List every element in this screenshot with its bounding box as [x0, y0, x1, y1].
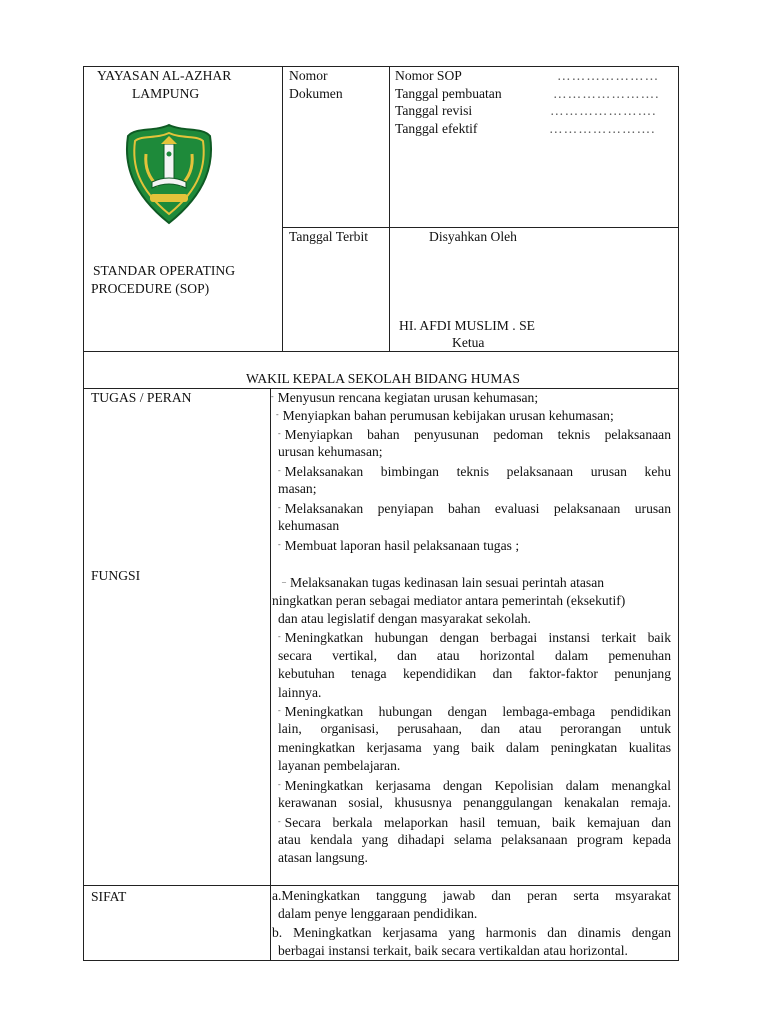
- fungsi-item-cont: kerawanan sosial, khususnya penanggulangan kenakalan remaja.: [278, 795, 671, 810]
- tugas-item-cont: urusan kehumasan;: [278, 444, 383, 459]
- sop-title-line1: STANDAR OPERATING: [93, 263, 236, 278]
- approved-by-label: Disyahkan Oleh: [429, 229, 517, 244]
- meta-label-sop-number: Nomor SOP: [395, 68, 462, 83]
- sop-title-line2: PROCEDURE (SOP): [91, 281, 210, 296]
- meta-label-revision: Tanggal revisi: [395, 103, 473, 118]
- sifat-item: b. Meningkatkan kerjasama yang harmonis dan dinamis dengan: [272, 925, 671, 940]
- table-border-left: [83, 66, 84, 961]
- meta-value-effective: ………………….: [549, 121, 656, 136]
- fungsi-item-cont: atau kendala yang dihadapi selama pelaksanaan program kepada: [278, 832, 671, 847]
- sifat-item: a.Meningkatkan tanggung jawab dan peran serta msyarakat: [272, 888, 671, 903]
- sifat-row-divider: [83, 885, 679, 886]
- emblem-logo: [124, 122, 214, 228]
- table-border-right: [678, 66, 679, 961]
- tugas-label: TUGAS / PERAN: [91, 390, 192, 405]
- tugas-item-cont: kehumasan: [278, 518, 340, 533]
- meta-value-created: ………………….: [553, 86, 660, 101]
- fungsi-item-cont: secara vertikal, dan atau horizontal dalam pemenuhan: [278, 648, 671, 663]
- fungsi-item-cont: meningkatkan kerjasama yang baik dalam peningkatan kualitas: [278, 740, 671, 755]
- tugas-item: - Menyusun rencana kegiatan urusan kehumasan;: [271, 390, 539, 405]
- table-border-bottom: [83, 960, 679, 961]
- header-divider-1: [282, 66, 283, 352]
- fungsi-item-cont: lain, organisasi, perusahaan, dan atau perorangan untuk: [278, 721, 671, 736]
- fungsi-item-cont: lainnya.: [278, 685, 322, 700]
- fungsi-item: - Meningkatkan hubungan dengan lembaga-embaga pendidikan: [278, 704, 671, 719]
- fungsi-item-cont: layanan pembelajaran.: [278, 758, 401, 773]
- fungsi-item-cont: kebutuhan tenaga kependidikan dan faktor-faktor penunjang: [278, 666, 671, 681]
- fungsi-label: FUNGSI: [91, 568, 141, 583]
- tugas-item: - Menyiapkan bahan penyusunan pedoman teknis pelaksanaan: [278, 427, 671, 442]
- meta-value-sop-number: …………………: [557, 68, 660, 83]
- org-name: YAYASAN AL-AZHAR: [97, 68, 232, 83]
- meta-label-effective: Tanggal efektif: [395, 121, 478, 136]
- tugas-item: - Menyiapkan bahan perumusan kebijakan urusan kehumasan;: [276, 408, 614, 423]
- tugas-item: - Melaksanakan bimbingan teknis pelaksanaan urusan kehu: [278, 464, 671, 479]
- tugas-item: – Melaksanakan tugas kedinasan lain sesuai perintah atasan: [282, 575, 605, 590]
- approver-name: HI. AFDI MUSLIM . SE: [399, 318, 535, 333]
- fungsi-item: - Secara berkala melaporkan hasil temuan, baik kemajuan dan: [278, 815, 671, 830]
- doc-number-label-2: Dokumen: [289, 86, 343, 101]
- sifat-item-cont: berbagai instansi terkait, baik secara vertikaldan atau horizontal.: [278, 943, 628, 958]
- fungsi-item: ningkatkan peran sebagai mediator antara pemerintah (eksekutif): [272, 593, 626, 608]
- header-divider-2: [389, 66, 390, 352]
- approver-title: Ketua: [452, 335, 485, 350]
- header-bottom-divider: [83, 351, 679, 352]
- meta-label-created: Tanggal pembuatan: [395, 86, 502, 101]
- sifat-label: SIFAT: [91, 889, 127, 904]
- issued-date-label: Tanggal Terbit: [289, 229, 369, 244]
- sifat-item-cont: dalam penye lenggaraan pendidikan.: [278, 906, 478, 921]
- tugas-item: - Membuat laporan hasil pelaksanaan tugas ;: [278, 538, 520, 553]
- fungsi-item: - Meningkatkan hubungan dengan berbagai instansi terkait baik: [278, 630, 671, 645]
- doc-number-label: Nomor: [289, 68, 328, 83]
- section-title: WAKIL KEPALA SEKOLAH BIDANG HUMAS: [246, 371, 520, 386]
- tugas-item-cont: masan;: [278, 481, 317, 496]
- meta-value-revision: ………………….: [550, 103, 657, 118]
- org-location: LAMPUNG: [132, 86, 200, 101]
- tugas-item: - Melaksanakan penyiapan bahan evaluasi pelaksanaan urusan: [278, 501, 671, 516]
- body-column-divider: [270, 388, 271, 961]
- fungsi-item-cont: atasan langsung.: [278, 850, 368, 865]
- fungsi-item: - Meningkatkan kerjasama dengan Kepolisian dalam menangkal: [278, 778, 671, 793]
- fungsi-item-cont: dan atau legislatif dengan masyarakat sekolah.: [278, 611, 531, 626]
